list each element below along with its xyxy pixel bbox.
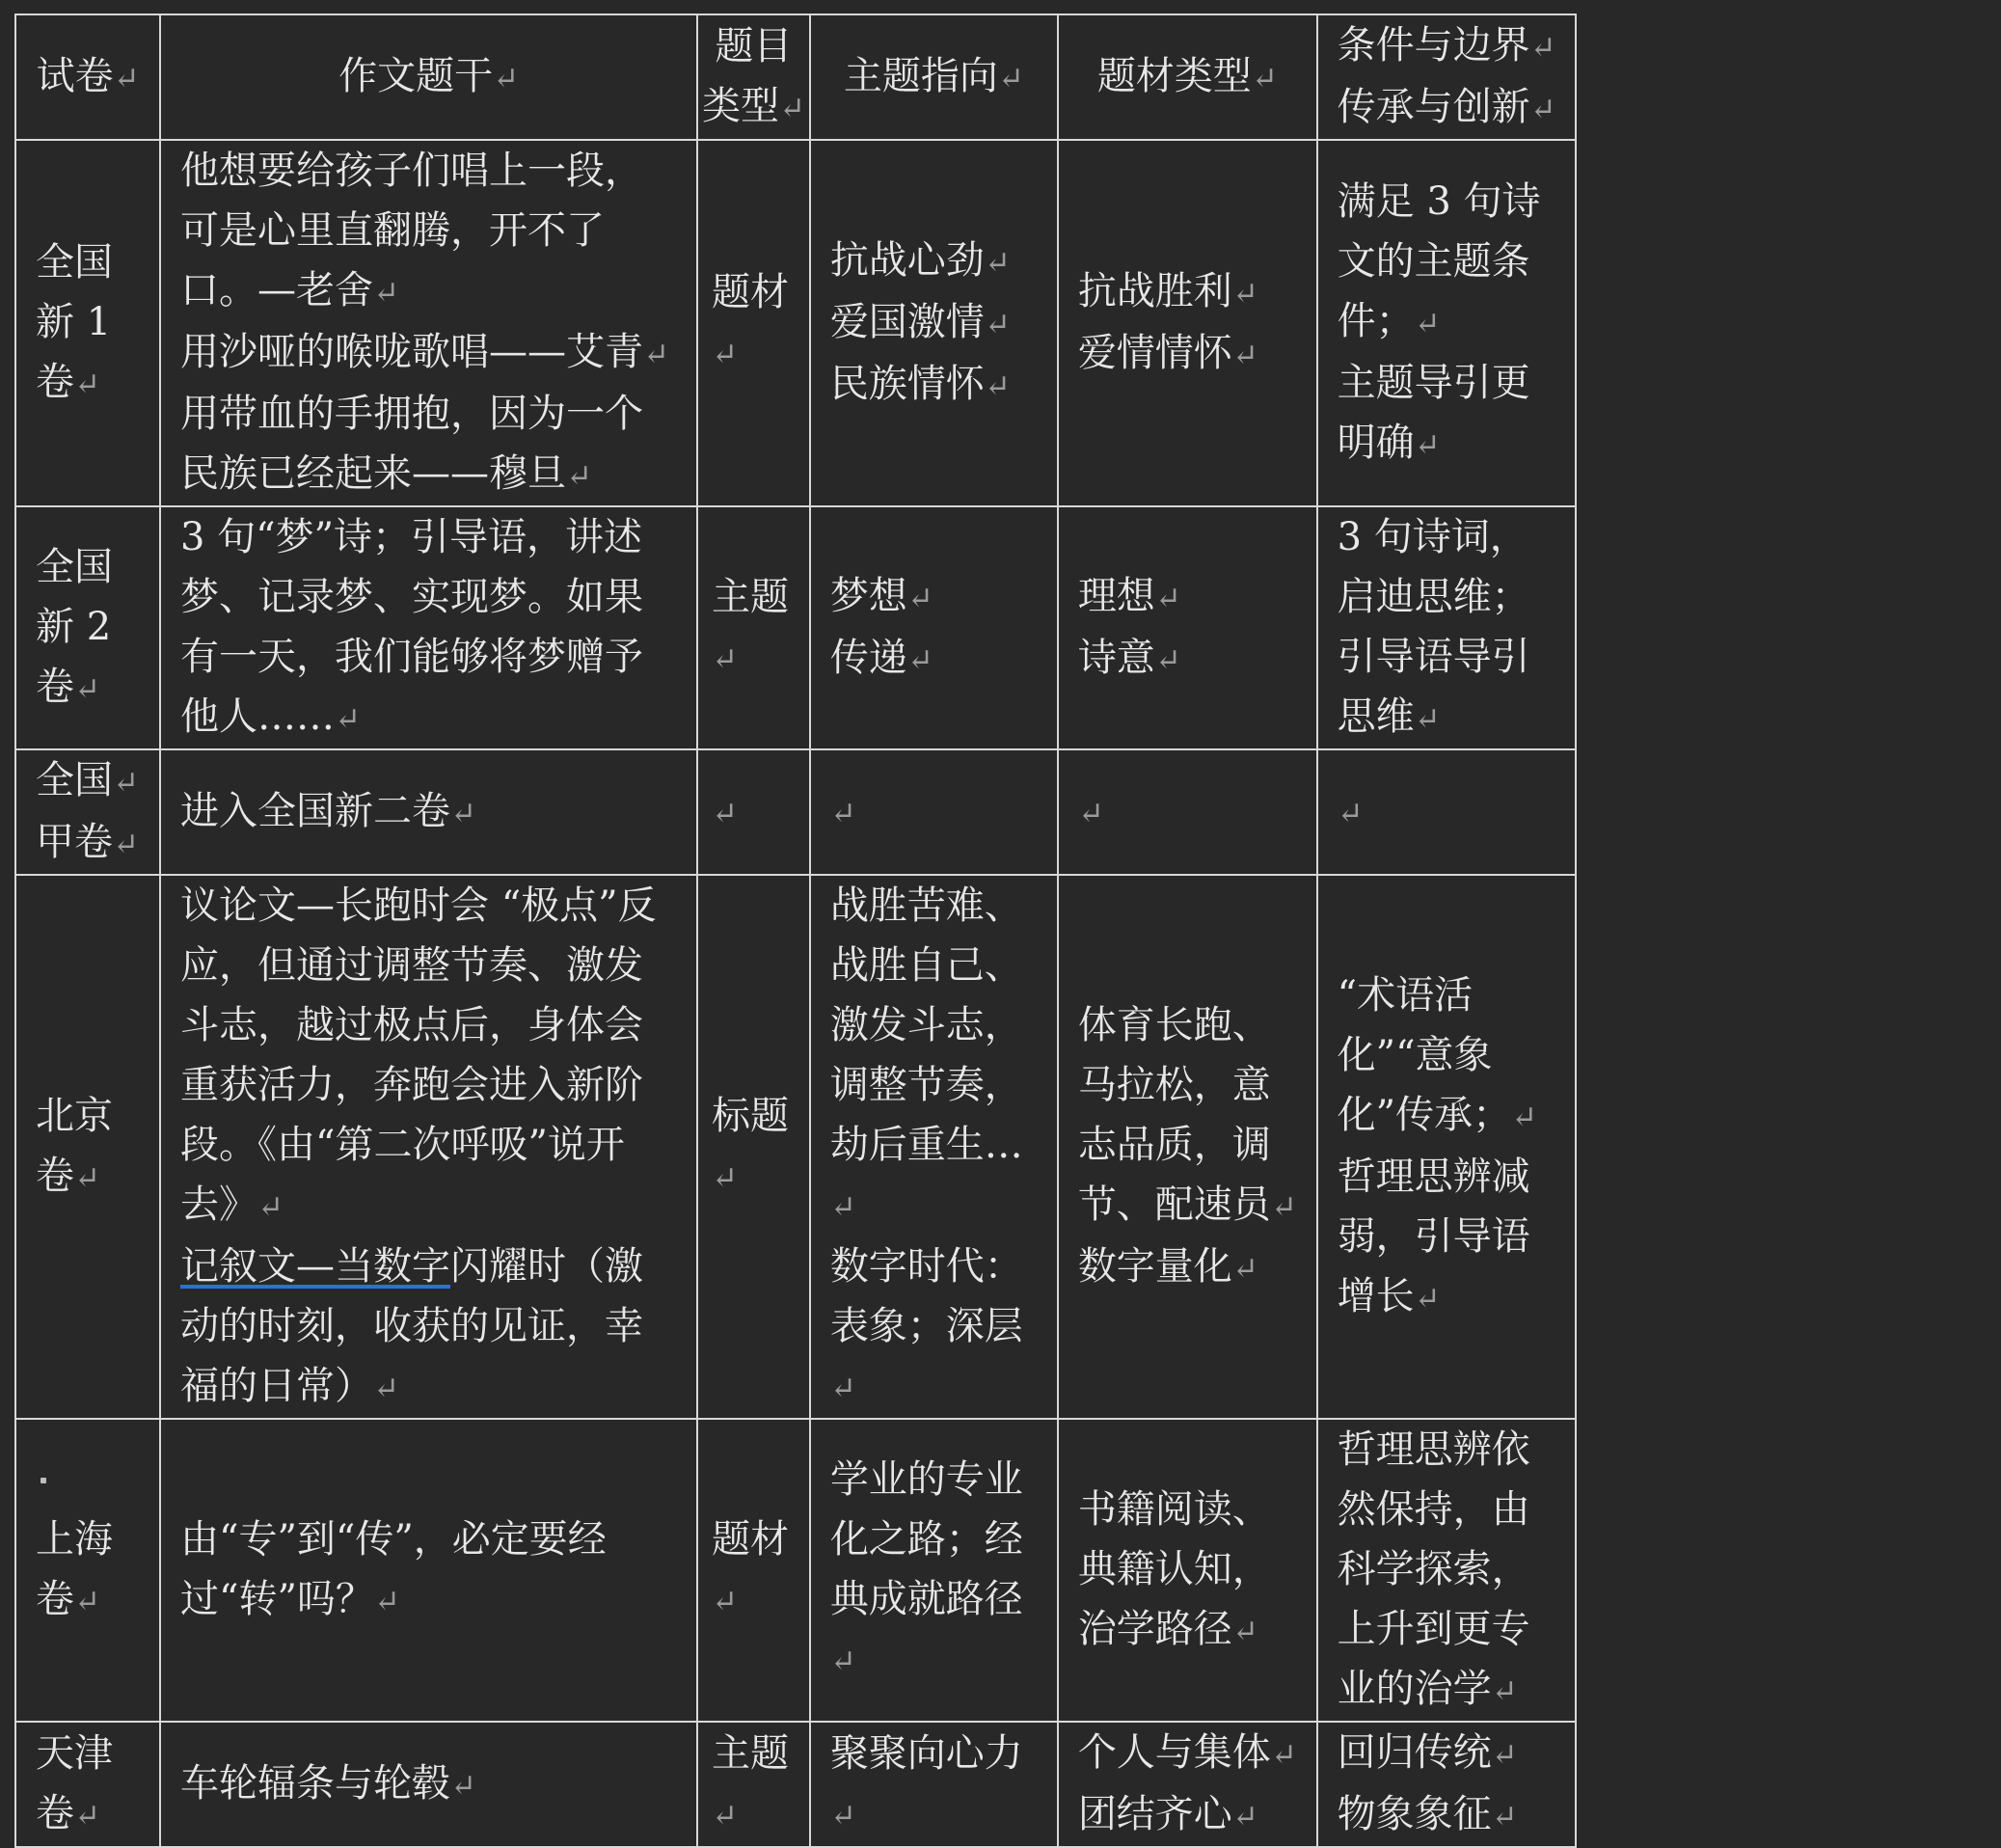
cell-question-type: 题材↵ [697, 1419, 810, 1722]
header-paper: 试卷↵ [15, 14, 160, 140]
header-prompt: 作文题干↵ [160, 14, 697, 140]
cell-question-type: 标题↵ [697, 875, 810, 1419]
cell-conditions: ↵ [1317, 749, 1577, 875]
cell-material: 抗战胜利↵ 爱情情怀↵ [1058, 140, 1317, 506]
table-row [15, 140, 1576, 506]
cell-prompt: 由“专”到“传”，必定要经过“转”吗？↵ [160, 1419, 697, 1722]
cell-paper: 全国新 1 卷↵ [15, 140, 160, 506]
cell-theme: 聚聚向心力↵ [810, 1722, 1058, 1847]
header-theme: 主题指向↵ [810, 14, 1058, 140]
cell-prompt: 他想要给孩子们唱上一段，可是心里直翻腾，开不了口。—老舍↵ 用沙哑的喉咙歌唱——艾青↵ 用带血的手拥抱，因为一个民族已经起来——穆旦↵ [160, 140, 697, 506]
cell-prompt: 车轮辐条与轮毂↵ [160, 1722, 697, 1847]
cell-theme: 战胜苦难、战胜自己、激发斗志，调整节奏，劫后重生…↵ 数字时代：表象；深层↵ [810, 875, 1058, 1419]
table-header-row [15, 14, 1576, 140]
header-material: 题材类型↵ [1058, 14, 1317, 140]
table-row [15, 1419, 1576, 1722]
cell-conditions: 回归传统↵ 物象象征↵ [1317, 1722, 1577, 1847]
cell-conditions: “术语活化”“意象化”传承；↵ 哲理思辨减弱，引导语增长↵ [1317, 875, 1577, 1419]
cell-question-type: 主题↵ [697, 506, 810, 749]
cell-theme: 抗战心劲↵ 爱国激情↵ 民族情怀↵ [810, 140, 1058, 506]
cell-theme: 梦想↵ 传递↵ [810, 506, 1058, 749]
cell-material: 理想↵ 诗意↵ [1058, 506, 1317, 749]
cell-theme: ↵ [810, 749, 1058, 875]
cell-question-type: 题材↵ [697, 140, 810, 506]
cell-theme: 学业的专业化之路；经典成就路径↵ [810, 1419, 1058, 1722]
cell-conditions: 满足 3 句诗文的主题条件；↵ 主题导引更明确↵ [1317, 140, 1577, 506]
cell-material: 体育长跑、马拉松，意志品质，调节、配速员↵ 数字量化↵ [1058, 875, 1317, 1419]
cell-prompt: 议论文—长跑时会 “极点”反应，但通过调整节奏、激发斗志，越过极点后，身体会重获活力，奔跑会进入新阶段。《由“第二次呼吸”说开去》↵ 记叙文—当数字闪耀时（激动的时刻，收获的见证，幸福的日常）↵ [160, 875, 697, 1419]
paragraph-marker [41, 1478, 46, 1483]
cell-conditions: 哲理思辨依然保持，由科学探索，上升到更专业的治学↵ [1317, 1419, 1577, 1722]
essay-comparison-table [14, 14, 1577, 1848]
underlined-text: 记叙文—当数字 [180, 1244, 450, 1289]
document-page [14, 14, 1577, 1848]
header-conditions: 条件与边界↵ 传承与创新↵ [1317, 14, 1577, 140]
cell-material: 个人与集体↵ 团结齐心↵ [1058, 1722, 1317, 1847]
cell-paper: 全国新 2 卷↵ [15, 506, 160, 749]
table-row [15, 1722, 1576, 1847]
cell-paper: 全国↵ 甲卷↵ [15, 749, 160, 875]
header-question-type: 题目 类型↵ [697, 14, 810, 140]
cell-paper: 北京卷↵ [15, 875, 160, 1419]
cell-prompt: 3 句“梦”诗；引导语，讲述梦、记录梦、实现梦。如果有一天，我们能够将梦赠予他人……↵ [160, 506, 697, 749]
table-row [15, 875, 1576, 1419]
cell-paper: 上海卷↵ [15, 1419, 160, 1722]
table-row [15, 749, 1576, 875]
table-row [15, 506, 1576, 749]
cell-question-type: ↵ [697, 749, 810, 875]
cell-material: ↵ [1058, 749, 1317, 875]
cell-question-type: 主题↵ [697, 1722, 810, 1847]
cell-conditions: 3 句诗词，启迪思维；引导语导引思维↵ [1317, 506, 1577, 749]
cell-material: 书籍阅读、典籍认知，治学路径↵ [1058, 1419, 1317, 1722]
cell-paper: 天津卷↵ [15, 1722, 160, 1847]
cell-prompt: 进入全国新二卷↵ [160, 749, 697, 875]
